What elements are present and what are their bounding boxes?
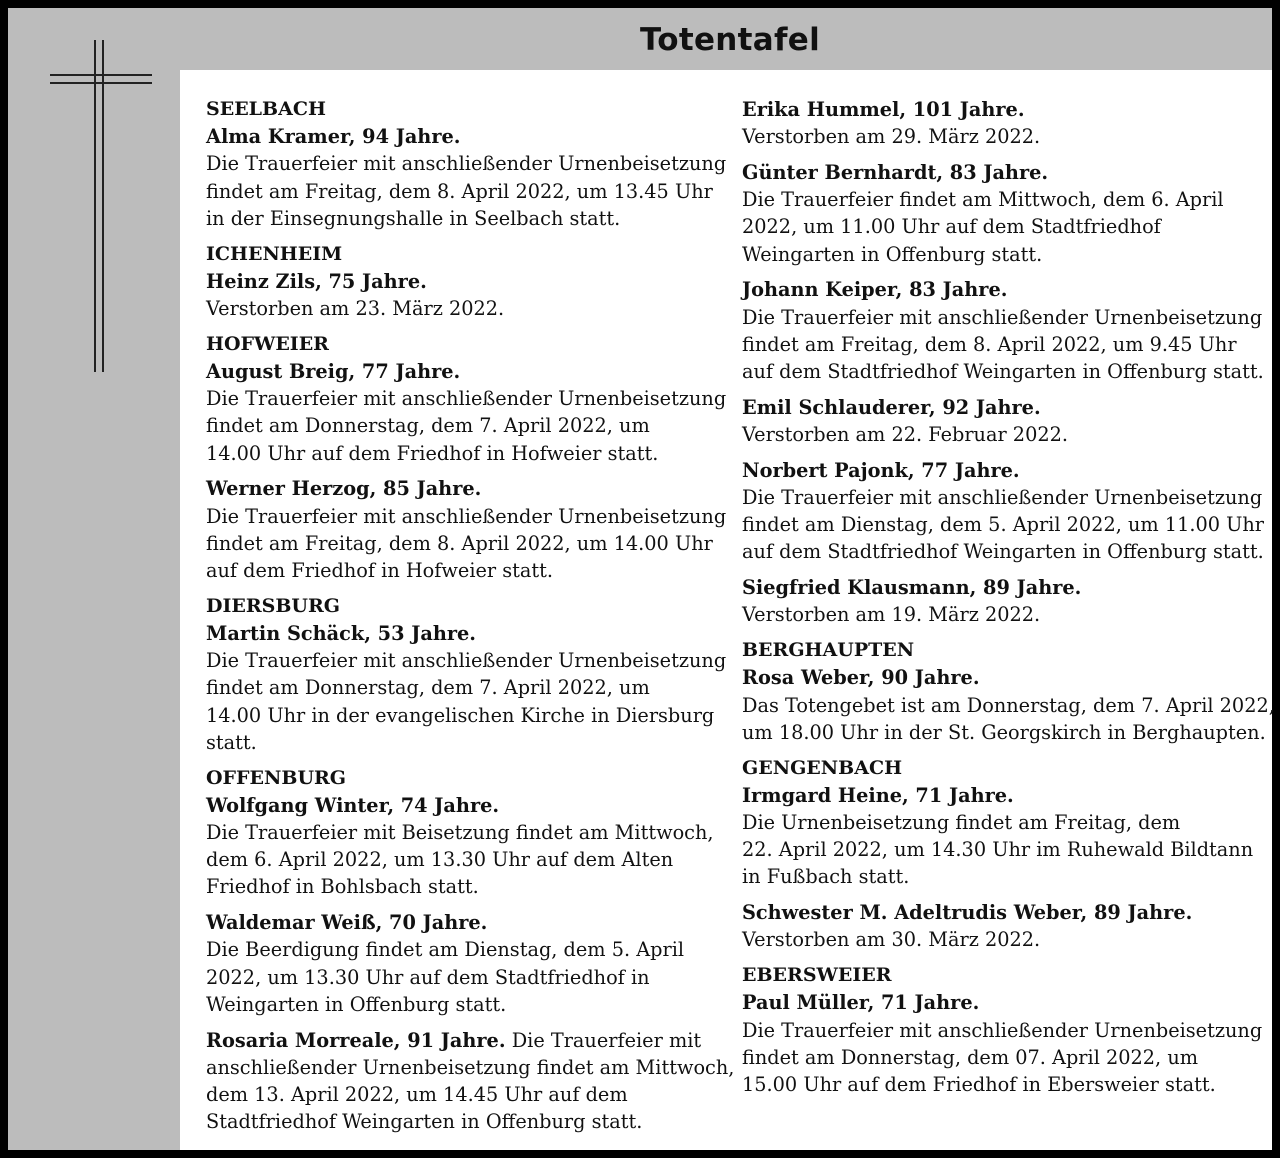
obituary-entry	[206, 96, 726, 232]
name-line	[206, 475, 726, 502]
notice-text-line: findet am Freitag, dem 8. April 2022, um 13.45 Uhr	[206, 179, 713, 203]
notice-text-line: Die Trauerfeier mit anschließender Urnenbeisetzung	[742, 486, 1263, 510]
notice-text-line: Die Trauerfeier mit anschließender Urnenbeisetzung	[206, 387, 727, 411]
name-line	[742, 664, 1242, 691]
name-line	[206, 1027, 726, 1054]
obituary-entry	[742, 637, 1275, 746]
obituary-entry	[742, 159, 1242, 268]
notice-text-line: 14.00 Uhr in der evangelischen Kirche in Diersburg	[206, 703, 715, 727]
obituary-entry	[742, 962, 1263, 1098]
notice-text-line: Die Trauerfeier mit anschließender Urnenbeisetzung	[742, 1018, 1263, 1042]
deceased-name: Heinz Zils, 75 Jahre.	[206, 269, 427, 293]
column-right	[742, 96, 1275, 1107]
obituary-panel	[180, 70, 1275, 1150]
notice-text-line: Die Trauerfeier mit Beisetzung findet am Mittwoch,	[206, 821, 714, 845]
notice-text-line: Die Trauerfeier mit anschließender Urnenbeisetzung	[742, 305, 1263, 329]
deceased-name: Rosa Weber, 90 Jahre.	[742, 666, 980, 690]
name-line	[742, 159, 1242, 186]
name-line	[742, 989, 1242, 1016]
deceased-name: Waldemar Weiß, 70 Jahre.	[206, 911, 488, 935]
deceased-name: Günter Bernhardt, 83 Jahre.	[742, 161, 1049, 184]
location-heading: OFFENBURG	[206, 766, 347, 789]
location-heading: BERGHAUPTEN	[742, 639, 915, 662]
notice-text-line: 22. April 2022, um 14.30 Uhr im Ruhewald Bildtann	[742, 838, 1254, 862]
location-heading: GENGENBACH	[742, 756, 903, 779]
notice-text-line: findet am Donnerstag, dem 7. April 2022, um	[206, 676, 650, 700]
notice-text-line: Verstorben am 22. Februar 2022.	[742, 423, 1069, 447]
deceased-name: Siegfried Klausmann, 89 Jahre.	[742, 576, 1082, 600]
notice-text-line: findet am Donnerstag, dem 07. April 2022, um	[742, 1045, 1199, 1069]
notice-text-line: findet am Dienstag, dem 5. April 2022, um 11.00 Uhr	[742, 513, 1265, 537]
deceased-name: Werner Herzog, 85 Jahre.	[206, 477, 482, 501]
column-left	[206, 96, 735, 1144]
notice-text-line: Die Beerdigung findet am Dienstag, dem 5. April	[206, 938, 685, 962]
obituary-entry	[742, 394, 1242, 448]
deceased-name: Schwester M. Adeltrudis Weber, 89 Jahre.	[742, 901, 1193, 925]
obituary-entry	[206, 475, 726, 584]
notice-text-line: auf dem Stadtfriedhof Weingarten in Offenburg statt.	[742, 540, 1264, 564]
notice-text-line: Friedhof in Bohlsbach statt.	[206, 875, 479, 899]
name-line	[206, 268, 726, 295]
name-line	[206, 358, 726, 385]
deceased-name: Alma Kramer, 94 Jahre.	[206, 125, 461, 149]
name-line	[742, 899, 1242, 926]
notice-text-line: auf dem Stadtfriedhof Weingarten in Offenburg statt.	[742, 360, 1264, 384]
deceased-name: Wolfgang Winter, 74 Jahre.	[206, 793, 500, 817]
notice-text-line: 2022, um 13.30 Uhr auf dem Stadtfriedhof in	[206, 965, 650, 989]
obituary-entry	[742, 574, 1242, 628]
location-heading: DIERSBURG	[206, 594, 341, 617]
notice-text-line: statt.	[206, 730, 257, 754]
location-heading: SEELBACH	[206, 98, 326, 120]
obituary-entry	[206, 1027, 735, 1136]
notice-text-line: Verstorben am 30. März 2022.	[742, 928, 1041, 952]
notice-text-line: dem 13. April 2022, um 14.45 Uhr auf dem	[206, 1083, 628, 1107]
name-line	[742, 96, 1242, 123]
deceased-name: Johann Keiper, 83 Jahre.	[742, 278, 1008, 302]
notice-text-line: Weingarten in Offenburg statt.	[742, 242, 1043, 266]
notice-text-line: Weingarten in Offenburg statt.	[206, 992, 507, 1016]
notice-text-line: Die Trauerfeier findet am Mittwoch, dem 6. April	[742, 188, 1224, 212]
deceased-name: August Breig, 77 Jahre.	[206, 360, 461, 384]
name-line	[206, 620, 726, 647]
notice-text-line: findet am Freitag, dem 8. April 2022, um 9.45 Uhr	[742, 332, 1237, 356]
deceased-name: Martin Schäck, 53 Jahre.	[206, 622, 476, 646]
name-line	[742, 276, 1242, 303]
notice-text-line: findet am Freitag, dem 8. April 2022, um 14.00 Uhr	[206, 531, 713, 555]
obituary-entry	[742, 457, 1265, 566]
notice-text-line: Verstorben am 29. März 2022.	[742, 125, 1041, 149]
location-heading: ICHENHEIM	[206, 242, 343, 265]
notice-text-line: Das Totengebet ist am Donnerstag, dem 7. April 2022,	[742, 693, 1275, 717]
deceased-name: Irmgard Heine, 71 Jahre.	[742, 783, 1014, 807]
name-line	[742, 574, 1242, 601]
notice-text-line: findet am Donnerstag, dem 7. April 2022, um	[206, 414, 650, 438]
name-line	[206, 123, 726, 150]
location-heading: HOFWEIER	[206, 332, 329, 355]
notice-text-line: Die Urnenbeisetzung findet am Freitag, dem	[742, 811, 1181, 835]
obituary-entry	[206, 909, 726, 1018]
obituary-entry	[742, 96, 1242, 150]
deceased-name: Paul Müller, 71 Jahre.	[742, 991, 980, 1015]
notice-text-line: 2022, um 11.00 Uhr auf dem Stadtfriedhof	[742, 215, 1161, 239]
page-title: Totentafel	[639, 22, 821, 58]
obituary-entry	[742, 276, 1264, 385]
notice-text-line: in der Einsegnungshalle in Seelbach statt.	[206, 206, 621, 230]
notice-text-line: auf dem Friedhof in Hofweier statt.	[206, 559, 554, 583]
notice-text-line: Verstorben am 19. März 2022.	[742, 603, 1041, 627]
name-line	[206, 909, 726, 936]
notice-text-line: in Fußbach statt.	[742, 865, 910, 889]
deceased-name: Emil Schlauderer, 92 Jahre.	[742, 395, 1041, 419]
name-line	[742, 394, 1242, 421]
notice-text-line: Stadtfriedhof Weingarten in Offenburg statt.	[206, 1110, 643, 1134]
notice-text-line: dem 6. April 2022, um 13.30 Uhr auf dem Alten	[206, 848, 674, 872]
cross-icon	[44, 32, 164, 382]
notice-text-line: Die Trauerfeier mit anschließender Urnenbeisetzung	[206, 504, 727, 528]
name-line	[206, 792, 726, 819]
obituary-entry	[206, 593, 726, 756]
deceased-name: Norbert Pajonk, 77 Jahre.	[742, 458, 1020, 482]
notice-text-line: Verstorben am 23. März 2022.	[206, 297, 505, 321]
notice-text-line: 15.00 Uhr auf dem Friedhof in Ebersweier statt.	[742, 1073, 1216, 1097]
obituary-entry	[742, 755, 1254, 891]
deceased-name: Erika Hummel, 101 Jahre.	[742, 98, 1025, 121]
notice-text-line: anschließender Urnenbeisetzung findet am Mittwoch,	[206, 1055, 735, 1079]
notice-text-line: um 18.00 Uhr in der St. Georgskirch in Berghaupten.	[742, 720, 1266, 744]
notice-text-line: 14.00 Uhr auf dem Friedhof in Hofweier statt.	[206, 441, 659, 465]
name-line	[742, 782, 1242, 809]
obituary-entry	[206, 331, 726, 467]
name-line	[742, 457, 1242, 484]
obituary-entry	[742, 899, 1242, 953]
location-heading: EBERSWEIER	[742, 964, 892, 987]
notice-text-line: Die Trauerfeier mit anschließender Urnenbeisetzung	[206, 649, 727, 673]
obituary-entry	[206, 765, 726, 901]
obituary-entry	[206, 241, 726, 323]
notice-text-inline: Die Trauerfeier mit	[511, 1028, 702, 1052]
notice-text-line: Die Trauerfeier mit anschließender Urnenbeisetzung	[206, 152, 727, 176]
deceased-name: Rosaria Morreale, 91 Jahre.	[206, 1028, 506, 1052]
